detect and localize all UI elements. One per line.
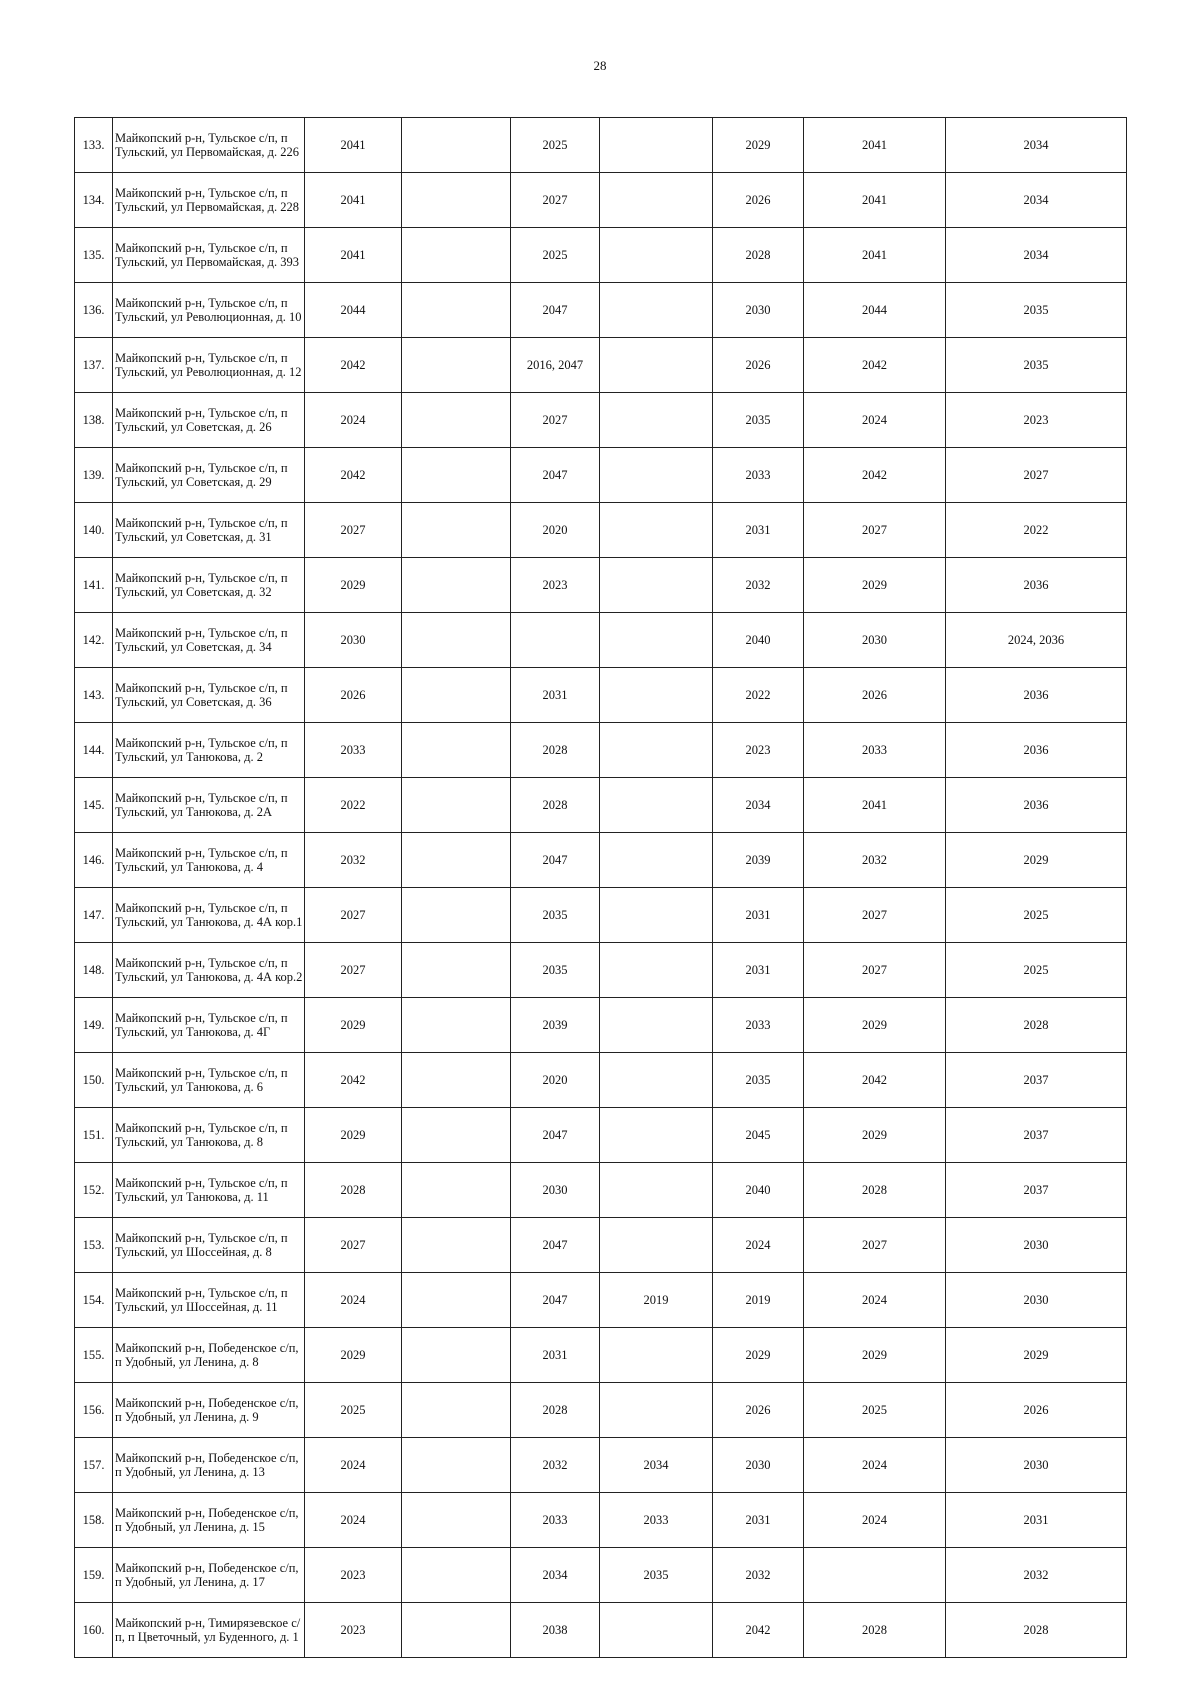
year-cell-5: 2029 (713, 118, 804, 173)
year-cell-3: 2020 (511, 503, 600, 558)
table-row (75, 1438, 1127, 1493)
year-cell-5: 2019 (713, 1273, 804, 1328)
year-cell-3: 2025 (511, 118, 600, 173)
row-number: 137. (75, 338, 113, 393)
year-cell-1: 2041 (305, 118, 402, 173)
year-cell-2 (402, 173, 511, 228)
year-cell-1: 2022 (305, 778, 402, 833)
year-cell-1: 2023 (305, 1603, 402, 1658)
row-number: 157. (75, 1438, 113, 1493)
year-cell-6: 2027 (804, 888, 946, 943)
address-cell: Майкопский р-н, Тульское с/п, п Тульский, ул Советская, д. 32 (113, 558, 305, 613)
year-cell-1: 2044 (305, 283, 402, 338)
year-cell-3: 2033 (511, 1493, 600, 1548)
year-cell-3: 2047 (511, 1218, 600, 1273)
year-cell-7: 2034 (946, 173, 1127, 228)
page-number: 28 (593, 58, 607, 73)
address-cell: Майкопский р-н, Тульское с/п, п Тульский, ул Советская, д. 36 (113, 668, 305, 723)
year-cell-6: 2029 (804, 998, 946, 1053)
year-cell-3: 2047 (511, 448, 600, 503)
table-row (75, 1383, 1127, 1438)
table-row (75, 228, 1127, 283)
row-number: 158. (75, 1493, 113, 1548)
year-cell-1: 2041 (305, 173, 402, 228)
year-cell-5: 2040 (713, 613, 804, 668)
year-cell-7: 2025 (946, 943, 1127, 998)
year-cell-1: 2024 (305, 393, 402, 448)
year-cell-5: 2031 (713, 1493, 804, 1548)
address-cell: Майкопский р-н, Тульское с/п, п Тульский, ул Танюкова, д. 6 (113, 1053, 305, 1108)
year-cell-4 (600, 503, 713, 558)
address-cell: Майкопский р-н, Победенское с/п, п Удобный, ул Ленина, д. 17 (113, 1548, 305, 1603)
address-cell: Майкопский р-н, Тульское с/п, п Тульский, ул Советская, д. 29 (113, 448, 305, 503)
year-cell-3: 2028 (511, 723, 600, 778)
table-row (75, 1108, 1127, 1163)
year-cell-6: 2041 (804, 173, 946, 228)
year-cell-2 (402, 558, 511, 613)
year-cell-5: 2033 (713, 448, 804, 503)
table-row (75, 393, 1127, 448)
year-cell-4: 2035 (600, 1548, 713, 1603)
row-number: 150. (75, 1053, 113, 1108)
year-cell-7: 2030 (946, 1438, 1127, 1493)
address-cell: Майкопский р-н, Тимирязевское с/п, п Цветочный, ул Буденного, д. 1 (113, 1603, 305, 1658)
year-cell-7: 2037 (946, 1108, 1127, 1163)
row-number: 138. (75, 393, 113, 448)
year-cell-4 (600, 1603, 713, 1658)
row-number: 146. (75, 833, 113, 888)
year-cell-2 (402, 1328, 511, 1383)
year-cell-2 (402, 1218, 511, 1273)
table-row (75, 173, 1127, 228)
year-cell-2 (402, 888, 511, 943)
year-cell-6: 2026 (804, 668, 946, 723)
table-row (75, 888, 1127, 943)
address-cell: Майкопский р-н, Тульское с/п, п Тульский, ул Первомайская, д. 393 (113, 228, 305, 283)
year-cell-1: 2027 (305, 503, 402, 558)
year-cell-6: 2029 (804, 1328, 946, 1383)
year-cell-6: 2042 (804, 1053, 946, 1108)
year-cell-3: 2039 (511, 998, 600, 1053)
year-cell-2 (402, 1108, 511, 1163)
year-cell-4 (600, 1383, 713, 1438)
year-cell-2 (402, 723, 511, 778)
year-cell-1: 2029 (305, 1328, 402, 1383)
year-cell-3: 2047 (511, 283, 600, 338)
year-cell-2 (402, 338, 511, 393)
year-cell-5: 2035 (713, 1053, 804, 1108)
year-cell-5: 2035 (713, 393, 804, 448)
table-row (75, 1548, 1127, 1603)
table-row (75, 118, 1127, 173)
year-cell-6: 2024 (804, 1273, 946, 1328)
year-cell-4 (600, 943, 713, 998)
year-cell-7: 2026 (946, 1383, 1127, 1438)
row-number: 147. (75, 888, 113, 943)
year-cell-7: 2034 (946, 228, 1127, 283)
year-cell-3: 2035 (511, 943, 600, 998)
year-cell-1: 2028 (305, 1163, 402, 1218)
table-row (75, 558, 1127, 613)
year-cell-2 (402, 393, 511, 448)
year-cell-3: 2031 (511, 668, 600, 723)
year-cell-5: 2039 (713, 833, 804, 888)
year-cell-7: 2030 (946, 1218, 1127, 1273)
year-cell-2 (402, 1603, 511, 1658)
year-cell-1: 2025 (305, 1383, 402, 1438)
row-number: 134. (75, 173, 113, 228)
year-cell-2 (402, 1273, 511, 1328)
row-number: 160. (75, 1603, 113, 1658)
year-cell-1: 2032 (305, 833, 402, 888)
address-cell: Майкопский р-н, Тульское с/п, п Тульский, ул Танюкова, д. 11 (113, 1163, 305, 1218)
year-cell-6: 2032 (804, 833, 946, 888)
year-cell-6: 2041 (804, 118, 946, 173)
year-cell-5: 2022 (713, 668, 804, 723)
table-row (75, 1273, 1127, 1328)
year-cell-4 (600, 1328, 713, 1383)
year-cell-2 (402, 943, 511, 998)
year-cell-3: 2047 (511, 1108, 600, 1163)
row-number: 159. (75, 1548, 113, 1603)
year-cell-1: 2042 (305, 1053, 402, 1108)
year-cell-1: 2041 (305, 228, 402, 283)
year-cell-1: 2024 (305, 1493, 402, 1548)
year-cell-7: 2037 (946, 1053, 1127, 1108)
year-cell-7: 2037 (946, 1163, 1127, 1218)
address-cell: Майкопский р-н, Тульское с/п, п Тульский, ул Советская, д. 31 (113, 503, 305, 558)
year-cell-5: 2032 (713, 1548, 804, 1603)
year-cell-6: 2042 (804, 448, 946, 503)
year-cell-1: 2029 (305, 558, 402, 613)
year-cell-3: 2016, 2047 (511, 338, 600, 393)
address-cell: Майкопский р-н, Тульское с/п, п Тульский, ул Первомайская, д. 226 (113, 118, 305, 173)
address-cell: Майкопский р-н, Тульское с/п, п Тульский, ул Танюкова, д. 2 (113, 723, 305, 778)
year-cell-2 (402, 1438, 511, 1493)
year-cell-2 (402, 778, 511, 833)
year-cell-7: 2036 (946, 778, 1127, 833)
year-cell-2 (402, 228, 511, 283)
year-cell-4 (600, 888, 713, 943)
year-cell-4: 2033 (600, 1493, 713, 1548)
year-cell-7: 2029 (946, 833, 1127, 888)
year-cell-1: 2027 (305, 943, 402, 998)
year-cell-1: 2029 (305, 998, 402, 1053)
year-cell-4 (600, 1218, 713, 1273)
address-cell: Майкопский р-н, Победенское с/п, п Удобный, ул Ленина, д. 9 (113, 1383, 305, 1438)
year-cell-7: 2028 (946, 1603, 1127, 1658)
year-cell-6: 2033 (804, 723, 946, 778)
year-cell-2 (402, 1163, 511, 1218)
year-cell-7: 2032 (946, 1548, 1127, 1603)
year-cell-7: 2028 (946, 998, 1127, 1053)
table-row (75, 448, 1127, 503)
year-cell-4 (600, 1108, 713, 1163)
address-cell: Майкопский р-н, Тульское с/п, п Тульский, ул Шоссейная, д. 11 (113, 1273, 305, 1328)
table-row (75, 1053, 1127, 1108)
year-cell-1: 2024 (305, 1438, 402, 1493)
year-cell-5: 2032 (713, 558, 804, 613)
year-cell-4 (600, 998, 713, 1053)
year-cell-2 (402, 1383, 511, 1438)
address-cell: Майкопский р-н, Тульское с/п, п Тульский, ул Танюкова, д. 4Г (113, 998, 305, 1053)
row-number: 156. (75, 1383, 113, 1438)
year-cell-4: 2019 (600, 1273, 713, 1328)
year-cell-6: 2041 (804, 778, 946, 833)
year-cell-5: 2031 (713, 503, 804, 558)
year-cell-1: 2042 (305, 448, 402, 503)
address-cell: Майкопский р-н, Победенское с/п, п Удобный, ул Ленина, д. 8 (113, 1328, 305, 1383)
table-row (75, 833, 1127, 888)
row-number: 152. (75, 1163, 113, 1218)
year-cell-4 (600, 668, 713, 723)
table-row (75, 283, 1127, 338)
year-cell-3: 2034 (511, 1548, 600, 1603)
year-cell-2 (402, 1053, 511, 1108)
address-cell: Майкопский р-н, Победенское с/п, п Удобный, ул Ленина, д. 15 (113, 1493, 305, 1548)
row-number: 140. (75, 503, 113, 558)
year-cell-2 (402, 668, 511, 723)
year-cell-4: 2034 (600, 1438, 713, 1493)
year-cell-6: 2044 (804, 283, 946, 338)
year-cell-4 (600, 338, 713, 393)
year-cell-6 (804, 1548, 946, 1603)
row-number: 153. (75, 1218, 113, 1273)
year-cell-1: 2027 (305, 888, 402, 943)
year-cell-4 (600, 1053, 713, 1108)
year-cell-2 (402, 503, 511, 558)
year-cell-5: 2023 (713, 723, 804, 778)
year-cell-4 (600, 283, 713, 338)
year-cell-4 (600, 228, 713, 283)
year-cell-1: 2027 (305, 1218, 402, 1273)
year-cell-6: 2041 (804, 228, 946, 283)
year-cell-5: 2031 (713, 943, 804, 998)
year-cell-5: 2029 (713, 1328, 804, 1383)
year-cell-6: 2028 (804, 1603, 946, 1658)
year-cell-6: 2042 (804, 338, 946, 393)
year-cell-7: 2023 (946, 393, 1127, 448)
table-row (75, 723, 1127, 778)
row-number: 141. (75, 558, 113, 613)
year-cell-6: 2027 (804, 503, 946, 558)
year-cell-7: 2030 (946, 1273, 1127, 1328)
year-cell-6: 2027 (804, 943, 946, 998)
year-cell-5: 2031 (713, 888, 804, 943)
row-number: 155. (75, 1328, 113, 1383)
year-cell-4 (600, 723, 713, 778)
year-cell-5: 2042 (713, 1603, 804, 1658)
year-cell-3: 2047 (511, 1273, 600, 1328)
table-row (75, 1328, 1127, 1383)
year-cell-4 (600, 833, 713, 888)
year-cell-7: 2031 (946, 1493, 1127, 1548)
table-body (75, 118, 1127, 1658)
address-cell: Майкопский р-н, Тульское с/п, п Тульский, ул Революционная, д. 12 (113, 338, 305, 393)
year-cell-3: 2027 (511, 393, 600, 448)
year-cell-6: 2028 (804, 1163, 946, 1218)
row-number: 148. (75, 943, 113, 998)
year-cell-7: 2024, 2036 (946, 613, 1127, 668)
year-cell-2 (402, 833, 511, 888)
year-cell-5: 2026 (713, 338, 804, 393)
schedule-table (74, 117, 1127, 1658)
year-cell-7: 2035 (946, 283, 1127, 338)
year-cell-3: 2020 (511, 1053, 600, 1108)
year-cell-5: 2030 (713, 1438, 804, 1493)
year-cell-6: 2029 (804, 1108, 946, 1163)
year-cell-6: 2024 (804, 1438, 946, 1493)
address-cell: Майкопский р-н, Тульское с/п, п Тульский, ул Первомайская, д. 228 (113, 173, 305, 228)
year-cell-7: 2027 (946, 448, 1127, 503)
row-number: 144. (75, 723, 113, 778)
year-cell-3: 2025 (511, 228, 600, 283)
year-cell-3: 2038 (511, 1603, 600, 1658)
year-cell-7: 2034 (946, 118, 1127, 173)
row-number: 133. (75, 118, 113, 173)
year-cell-7: 2022 (946, 503, 1127, 558)
table-row (75, 998, 1127, 1053)
year-cell-6: 2025 (804, 1383, 946, 1438)
year-cell-5: 2033 (713, 998, 804, 1053)
table-row (75, 1493, 1127, 1548)
row-number: 149. (75, 998, 113, 1053)
row-number: 139. (75, 448, 113, 503)
year-cell-6: 2027 (804, 1218, 946, 1273)
year-cell-3: 2047 (511, 833, 600, 888)
year-cell-3: 2028 (511, 1383, 600, 1438)
row-number: 154. (75, 1273, 113, 1328)
year-cell-2 (402, 283, 511, 338)
year-cell-7: 2025 (946, 888, 1127, 943)
row-number: 142. (75, 613, 113, 668)
year-cell-6: 2030 (804, 613, 946, 668)
year-cell-2 (402, 118, 511, 173)
year-cell-3: 2028 (511, 778, 600, 833)
year-cell-3: 2030 (511, 1163, 600, 1218)
year-cell-7: 2036 (946, 558, 1127, 613)
year-cell-2 (402, 613, 511, 668)
address-cell: Майкопский р-н, Тульское с/п, п Тульский, ул Советская, д. 26 (113, 393, 305, 448)
table-row (75, 1218, 1127, 1273)
year-cell-3: 2027 (511, 173, 600, 228)
year-cell-3: 2023 (511, 558, 600, 613)
year-cell-5: 2034 (713, 778, 804, 833)
address-cell: Майкопский р-н, Тульское с/п, п Тульский, ул Танюкова, д. 4 (113, 833, 305, 888)
year-cell-2 (402, 1548, 511, 1603)
table-row (75, 338, 1127, 393)
year-cell-7: 2029 (946, 1328, 1127, 1383)
year-cell-4 (600, 393, 713, 448)
address-cell: Майкопский р-н, Тульское с/п, п Тульский, ул Танюкова, д. 8 (113, 1108, 305, 1163)
year-cell-2 (402, 1493, 511, 1548)
year-cell-4 (600, 173, 713, 228)
year-cell-2 (402, 998, 511, 1053)
year-cell-4 (600, 1163, 713, 1218)
address-cell: Майкопский р-н, Тульское с/п, п Тульский, ул Революционная, д. 10 (113, 283, 305, 338)
year-cell-5: 2030 (713, 283, 804, 338)
row-number: 143. (75, 668, 113, 723)
year-cell-2 (402, 448, 511, 503)
year-cell-5: 2026 (713, 1383, 804, 1438)
year-cell-1: 2029 (305, 1108, 402, 1163)
year-cell-1: 2033 (305, 723, 402, 778)
year-cell-1: 2026 (305, 668, 402, 723)
year-cell-5: 2040 (713, 1163, 804, 1218)
year-cell-5: 2045 (713, 1108, 804, 1163)
year-cell-7: 2036 (946, 723, 1127, 778)
year-cell-3: 2035 (511, 888, 600, 943)
year-cell-6: 2024 (804, 393, 946, 448)
year-cell-4 (600, 448, 713, 503)
year-cell-1: 2023 (305, 1548, 402, 1603)
table-row (75, 503, 1127, 558)
year-cell-7: 2036 (946, 668, 1127, 723)
address-cell: Майкопский р-н, Тульское с/п, п Тульский, ул Танюкова, д. 4А кор.2 (113, 943, 305, 998)
table-row (75, 668, 1127, 723)
year-cell-6: 2024 (804, 1493, 946, 1548)
year-cell-5: 2024 (713, 1218, 804, 1273)
year-cell-3: 2032 (511, 1438, 600, 1493)
address-cell: Майкопский р-н, Тульское с/п, п Тульский, ул Танюкова, д. 4А кор.1 (113, 888, 305, 943)
row-number: 135. (75, 228, 113, 283)
year-cell-5: 2028 (713, 228, 804, 283)
year-cell-4 (600, 778, 713, 833)
address-cell: Майкопский р-н, Тульское с/п, п Тульский, ул Шоссейная, д. 8 (113, 1218, 305, 1273)
year-cell-5: 2026 (713, 173, 804, 228)
year-cell-4 (600, 613, 713, 668)
year-cell-1: 2024 (305, 1273, 402, 1328)
row-number: 145. (75, 778, 113, 833)
year-cell-4 (600, 558, 713, 613)
year-cell-7: 2035 (946, 338, 1127, 393)
address-cell: Майкопский р-н, Победенское с/п, п Удобный, ул Ленина, д. 13 (113, 1438, 305, 1493)
year-cell-4 (600, 118, 713, 173)
table-row (75, 1163, 1127, 1218)
row-number: 136. (75, 283, 113, 338)
table-row (75, 613, 1127, 668)
year-cell-1: 2042 (305, 338, 402, 393)
table-row (75, 778, 1127, 833)
table-row (75, 1603, 1127, 1658)
year-cell-1: 2030 (305, 613, 402, 668)
year-cell-3: 2031 (511, 1328, 600, 1383)
year-cell-3 (511, 613, 600, 668)
year-cell-6: 2029 (804, 558, 946, 613)
address-cell: Майкопский р-н, Тульское с/п, п Тульский, ул Советская, д. 34 (113, 613, 305, 668)
table-row (75, 943, 1127, 998)
row-number: 151. (75, 1108, 113, 1163)
address-cell: Майкопский р-н, Тульское с/п, п Тульский, ул Танюкова, д. 2А (113, 778, 305, 833)
